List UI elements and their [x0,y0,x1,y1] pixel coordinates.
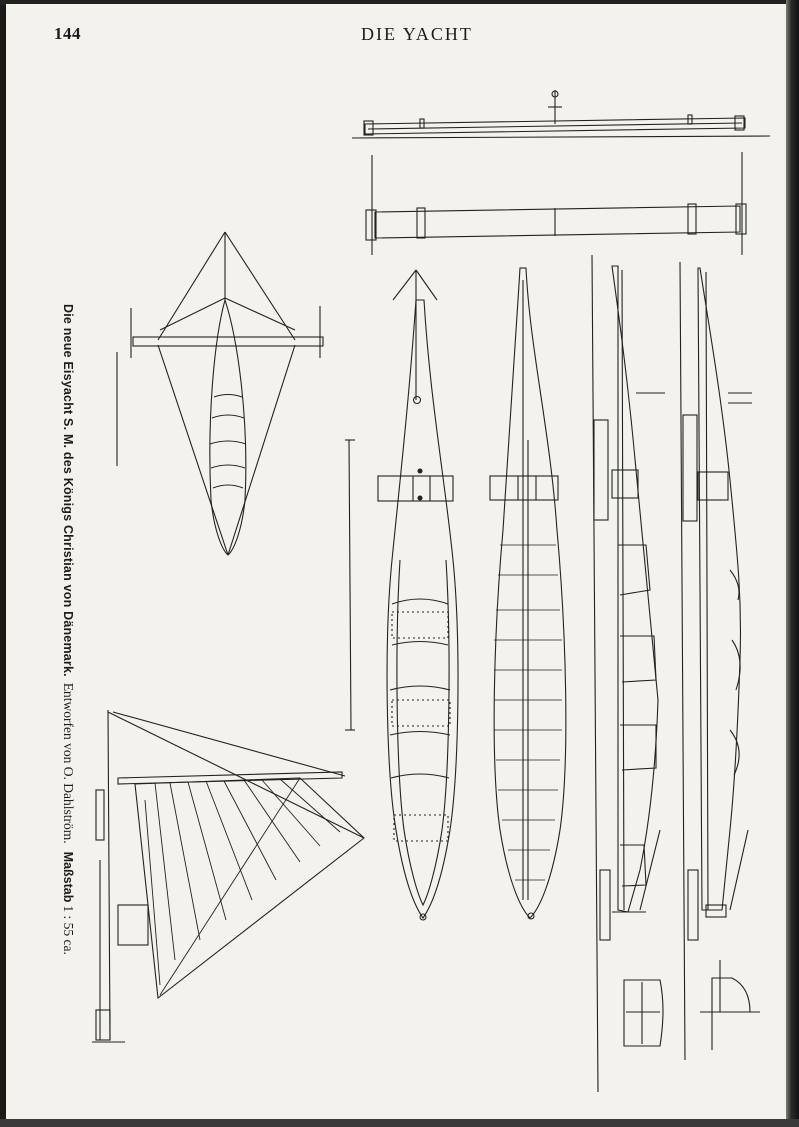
hull-plan-framing [490,268,566,919]
rigging-plan-view [117,232,323,555]
runner-plank-plan [366,152,746,255]
hull-cross-sections [624,960,760,1050]
sail-plan [92,710,364,1042]
scale-bars [345,440,355,730]
running-title: DIE YACHT [361,24,473,44]
caption-designer: Entworfen von O. Dahlström. [61,682,76,844]
caption-title: Die neue Eisyacht S. M. des Königs Christian von Dänemark. [61,304,75,677]
hull-plan-deck [378,270,458,920]
page-number: 144 [54,24,81,43]
scan-bottom-edge [0,1119,799,1127]
runner-plank-elevation [352,90,770,138]
caption-scale-value: 1 : 55 ca. [61,905,76,955]
hull-side-elevation-2 [680,262,752,1060]
hull-side-elevation-1 [592,255,665,1092]
scan-right-edge [786,0,799,1127]
caption-scale-label: Maßstab [61,851,75,903]
